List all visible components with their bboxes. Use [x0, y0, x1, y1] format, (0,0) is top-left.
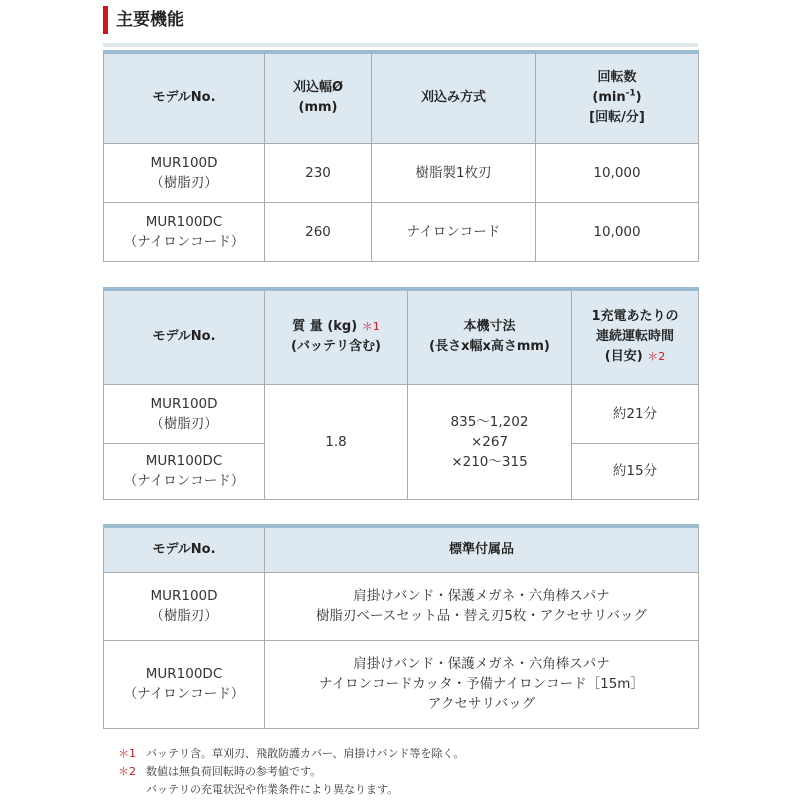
model-sub: （樹脂刃） — [150, 608, 218, 624]
header-runtime-line3 — [572, 347, 698, 367]
footnote-2-text-cont: バッテリの充電状況や作業条件により異なります。 — [146, 783, 399, 796]
header-runtime — [572, 289, 699, 384]
header-rpm-unit — [536, 88, 698, 108]
header-weight — [265, 289, 408, 384]
size-width: ×267 — [470, 433, 509, 450]
rpm-value: 10,000 — [536, 143, 699, 202]
model-name: MUR100D — [150, 395, 218, 412]
footnotes — [118, 745, 464, 799]
header-model: モデルNo. — [104, 289, 265, 384]
rpm-unit-base: (min — [592, 90, 626, 106]
header-model: モデルNo. — [104, 52, 265, 143]
header-accessories: 標準付属品 — [265, 526, 699, 572]
model-sub: （樹脂刃） — [150, 415, 218, 432]
table-row — [104, 202, 699, 261]
spec-table-accessories — [103, 524, 699, 729]
runtime-note-mark: ＊2 — [647, 350, 666, 364]
model-sub: （ナイロンコード） — [123, 686, 245, 702]
footnote-2-continued — [118, 781, 464, 799]
footnote-1 — [118, 745, 464, 763]
table-row — [104, 572, 699, 640]
runtime-label-text: (目安) — [604, 349, 643, 365]
model-name: MUR100D — [150, 588, 218, 604]
accessory-line: ナイロンコードカッタ・予備ナイロンコード［15m］ — [319, 676, 644, 692]
model-cell — [104, 443, 265, 499]
model-name: MUR100DC — [145, 213, 223, 230]
weight-note-mark: ＊1 — [361, 320, 380, 334]
size-height: ×210～315 — [451, 453, 528, 470]
accessory-line: 肩掛けバンド・保護メガネ・六角棒スパナ — [353, 656, 610, 672]
cut-method-value: 樹脂製1枚刃 — [372, 143, 536, 202]
header-runtime-line1: 1充電あたりの — [591, 309, 679, 325]
header-rpm-unit-jp: [回転/分] — [589, 110, 645, 126]
table-row — [104, 640, 699, 728]
header-runtime-line2: 連続運転時間 — [595, 329, 674, 345]
table-row — [104, 143, 699, 202]
header-size — [408, 289, 572, 384]
accessory-line: 肩掛けバンド・保護メガネ・六角棒スパナ — [353, 588, 610, 604]
header-cut-width-label: 刈込幅Ø — [292, 80, 344, 96]
footnote-1-mark: ＊1 — [118, 747, 136, 760]
model-name: MUR100DC — [145, 453, 223, 469]
model-sub: （ナイロンコード） — [123, 473, 245, 489]
title-divider — [103, 43, 698, 47]
footnote-2-mark: ＊2 — [118, 765, 136, 778]
header-cut-method: 刈込み方式 — [372, 52, 536, 143]
footnote-2-text: 数値は無負荷回転時の参考値です。 — [146, 765, 322, 778]
model-name: MUR100DC — [145, 666, 223, 682]
rpm-unit-sup: -1 — [625, 88, 636, 99]
header-size-sub: (長さx幅x高さmm) — [429, 339, 550, 355]
model-cell — [104, 202, 265, 261]
runtime-value: 約21分 — [572, 384, 699, 443]
header-weight-sub: (バッテリ含む) — [291, 339, 381, 355]
size-length: 835～1,202 — [450, 413, 529, 430]
accessories-value — [265, 572, 699, 640]
header-size-label: 本機寸法 — [463, 319, 516, 335]
accessory-line: 樹脂刃ベースセット品・替え刃5枚・アクセサリバッグ — [315, 608, 648, 624]
accessories-value — [265, 640, 699, 728]
model-sub: （樹脂刃） — [150, 174, 218, 191]
rpm-value: 10,000 — [536, 202, 699, 261]
cut-width-value: 260 — [265, 202, 372, 261]
header-model: モデルNo. — [104, 526, 265, 572]
model-name: MUR100D — [150, 154, 218, 171]
table-row — [104, 384, 699, 443]
cut-method-value: ナイロンコード — [372, 202, 536, 261]
spec-table-cutting — [103, 50, 699, 262]
header-cut-width — [265, 52, 372, 143]
model-cell — [104, 143, 265, 202]
runtime-value: 約15分 — [572, 443, 699, 499]
spec-table-dimensions — [103, 287, 699, 500]
section-title: 主要機能 — [103, 6, 184, 34]
model-sub: （ナイロンコード） — [123, 233, 245, 250]
header-weight-label — [265, 317, 407, 337]
header-rpm-label: 回転数 — [597, 70, 637, 86]
model-cell — [104, 640, 265, 728]
size-value — [408, 384, 572, 499]
accessory-line: アクセサリバッグ — [427, 696, 536, 712]
rpm-unit-end: ) — [635, 90, 642, 106]
weight-label-text: 質 量 (kg) — [292, 319, 358, 335]
footnote-1-text: バッテリ含。草刈刃、飛散防護カバー、肩掛けバンド等を除く。 — [146, 747, 465, 760]
model-cell — [104, 572, 265, 640]
cut-width-value: 230 — [265, 143, 372, 202]
header-cut-width-unit: (mm) — [298, 100, 338, 116]
footnote-2 — [118, 763, 464, 781]
weight-value: 1.8 — [265, 384, 408, 499]
model-cell — [104, 384, 265, 443]
header-rpm — [536, 52, 699, 143]
